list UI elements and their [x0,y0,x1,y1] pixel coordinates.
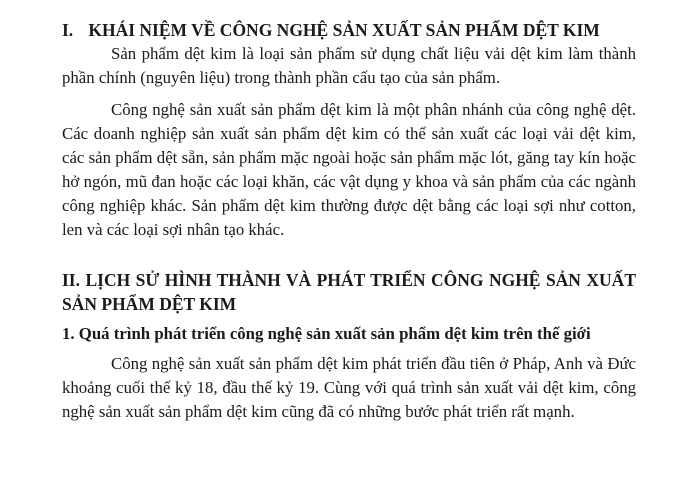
section-1-number: I. [62,20,74,40]
section-1-paragraph-1: Sản phẩm dệt kim là loại sản phẩm sử dụng chất liệu vải dệt kim làm thành phần chính (nguyên liệu) trong thành phần cấu tạo của sản phẩm. [62,44,636,87]
subsection-1-paragraph-1: Công nghệ sản xuất sản phẩm dệt kim phát triển đầu tiên ở Pháp, Anh và Đức khoảng cuối thế kỷ 18, đầu thế kỷ 19. Cùng với quá trình sản xuất vải dệt kim, công nghệ sản xuất sản phẩm dệt kim cũng đã có những bước phát triển rất mạnh. [62,354,636,421]
section-1-paragraph-2: Công nghệ sản xuất sản phẩm dệt kim là một phân nhánh của công nghệ dệt. Các doanh nghiệp sản xuất sản phẩm dệt kim có thể sản xuất các loại vải dệt kim, các sản phẩm dệt sẵn, sản phẩm mặc ngoài hoặc sản phẩm mặc lót, găng tay kín hoặc hở ngón, mũ đan hoặc các loại khăn, các vật dụng y khoa và sản phẩm của các ngành công nghiệp khác. Sản phẩm dệt kim thường được dệt bằng các loại sợi như cotton, len và các loại sợi nhân tạo khác. [62,100,636,239]
section-1-heading [62,18,636,42]
document-page [62,18,636,424]
section-2-heading: II. LỊCH SỬ HÌNH THÀNH VÀ PHÁT TRIỂN CÔNG NGHỆ SẢN XUẤT SẢN PHẨM DỆT KIM [62,270,636,314]
section-1-title: KHÁI NIỆM VỀ CÔNG NGHỆ SẢN XUẤT SẢN PHẨM DỆT KIM [88,20,600,40]
subsection-1-heading: 1. Quá trình phát triển công nghệ sản xuất sản phẩm dệt kim trên thế giới [62,324,591,343]
